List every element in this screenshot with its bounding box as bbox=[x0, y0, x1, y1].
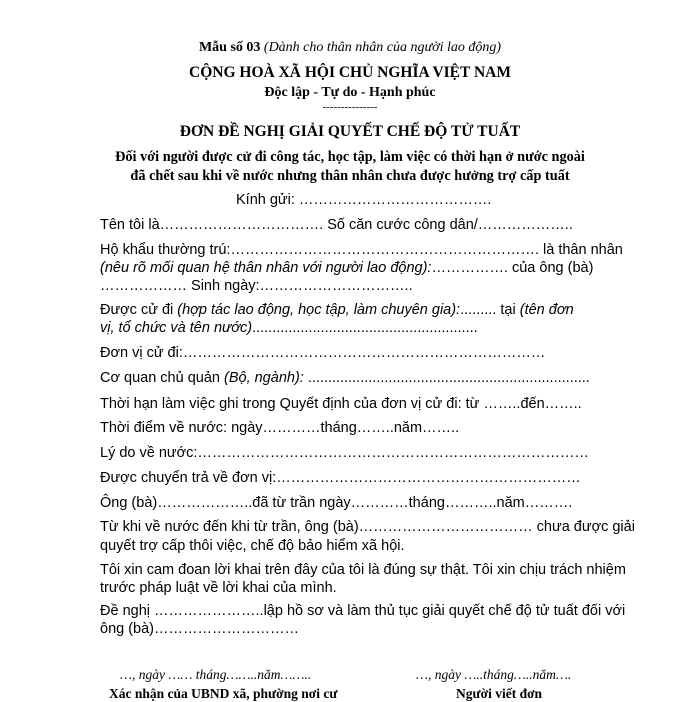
national-motto: Độc lập - Tự do - Hạnh phúc bbox=[264, 85, 436, 100]
duoc-cu-label: Được cử đi bbox=[100, 302, 178, 318]
ly-do-line: Lý do về nước:……………………………………………………………………… bbox=[100, 445, 589, 461]
cam-doan-line-2: trước pháp luật về lời khai của mình. bbox=[100, 580, 337, 596]
duoc-cu-unit-note-cont: vị, tổ chức và tên nước) bbox=[100, 320, 253, 336]
right-signature-title: Người viết đơn bbox=[456, 686, 543, 701]
relationship-blank: ……………. của ông (bà) bbox=[431, 260, 594, 276]
ten-toi-line: Tên tôi là……………………………. Số căn cước công dân/……………….. bbox=[100, 217, 573, 233]
document-title: ĐƠN ĐỀ NGHỊ GIẢI QUYẾT CHẾ ĐỘ TỬ TUẤT bbox=[179, 123, 521, 140]
relationship-note: (nêu rõ mối quan hệ thân nhân với người lao động): bbox=[100, 260, 432, 276]
chuyen-tra-line: Được chuyển trả về đơn vị:……………………………………………………… bbox=[100, 470, 581, 486]
left-signature-date: …, ngày …… tháng……..năm…….. bbox=[120, 667, 312, 682]
ho-khau-line-1: Hộ khẩu thường trú:………………………………………………………. là thân nhân bbox=[100, 242, 623, 258]
duoc-cu-line-1 bbox=[100, 302, 574, 318]
co-quan-label: Cơ quan chủ quản bbox=[100, 370, 224, 386]
ong-ba-line: Ông (bà)………………..đã từ trần ngày…………tháng………..năm………. bbox=[100, 495, 573, 511]
form-number-line bbox=[0, 40, 700, 56]
duoc-cu-type-note: (hợp tác lao động, học tập, làm chuyên gia): bbox=[177, 302, 461, 318]
duoc-cu-unit-blank: ........................................................ bbox=[252, 320, 478, 336]
de-nghi-line-2: ông (bà)………………………… bbox=[100, 621, 300, 637]
ho-khau-line-2 bbox=[100, 260, 593, 276]
left-signature-title: Xác nhận của UBND xã, phường nơi cư bbox=[109, 686, 338, 701]
co-quan-note: (Bộ, ngành): bbox=[224, 370, 304, 386]
ho-khau-line-3: ……………… Sinh ngày:………………………….. bbox=[100, 278, 413, 294]
co-quan-line bbox=[100, 370, 590, 386]
header-divider: --------------- bbox=[322, 101, 378, 113]
cam-doan-line-1: Tôi xin cam đoan lời khai trên đây của tôi là đúng sự thật. Tôi xin chịu trách nhiệm bbox=[100, 562, 626, 578]
right-signature-date: …, ngày …..tháng…..năm…. bbox=[416, 667, 572, 682]
thoi-han-line: Thời hạn làm việc ghi trong Quyết định của đơn vị cử đi: từ ……..đến…….. bbox=[100, 396, 582, 412]
form-note: (Dành cho thân nhân của người lao động) bbox=[263, 40, 502, 55]
duoc-cu-unit-note: (tên đơn bbox=[519, 302, 574, 318]
country-name: CỘNG HOÀ XÃ HỘI CHỦ NGHĨA VIỆT NAM bbox=[189, 64, 511, 81]
thoi-diem-line: Thời điểm về nước: ngày…………tháng……..năm…….. bbox=[100, 420, 460, 436]
duoc-cu-line-2 bbox=[100, 320, 478, 336]
co-quan-blank: ...................................................................... bbox=[303, 370, 590, 386]
kinh-gui-line: Kính gửi: …………………………………. bbox=[236, 192, 492, 208]
tu-khi-line-1: Từ khi về nước đến khi từ trần, ông (bà)……………………………… chưa được giải bbox=[100, 519, 635, 535]
tu-khi-line-2: quyết trợ cấp thôi việc, chế độ bảo hiểm xã hội. bbox=[100, 538, 405, 554]
don-vi-line: Đơn vị cử đi:………………………………………………………………… bbox=[100, 345, 546, 361]
document-subtitle-line-1: Đối với người được cử đi công tác, học tập, làm việc có thời hạn ở nước ngoài bbox=[115, 149, 585, 165]
document-subtitle-line-2: đã chết sau khi về nước nhưng thân nhân chưa được hưởng trợ cấp tuất bbox=[130, 168, 570, 184]
form-number: Mẫu số 03 bbox=[198, 40, 261, 55]
duoc-cu-blank: ......... tại bbox=[460, 302, 520, 318]
de-nghi-line-1: Đề nghị …………………..lập hồ sơ và làm thủ tục giải quyết chế độ tử tuất đối với bbox=[100, 603, 626, 619]
